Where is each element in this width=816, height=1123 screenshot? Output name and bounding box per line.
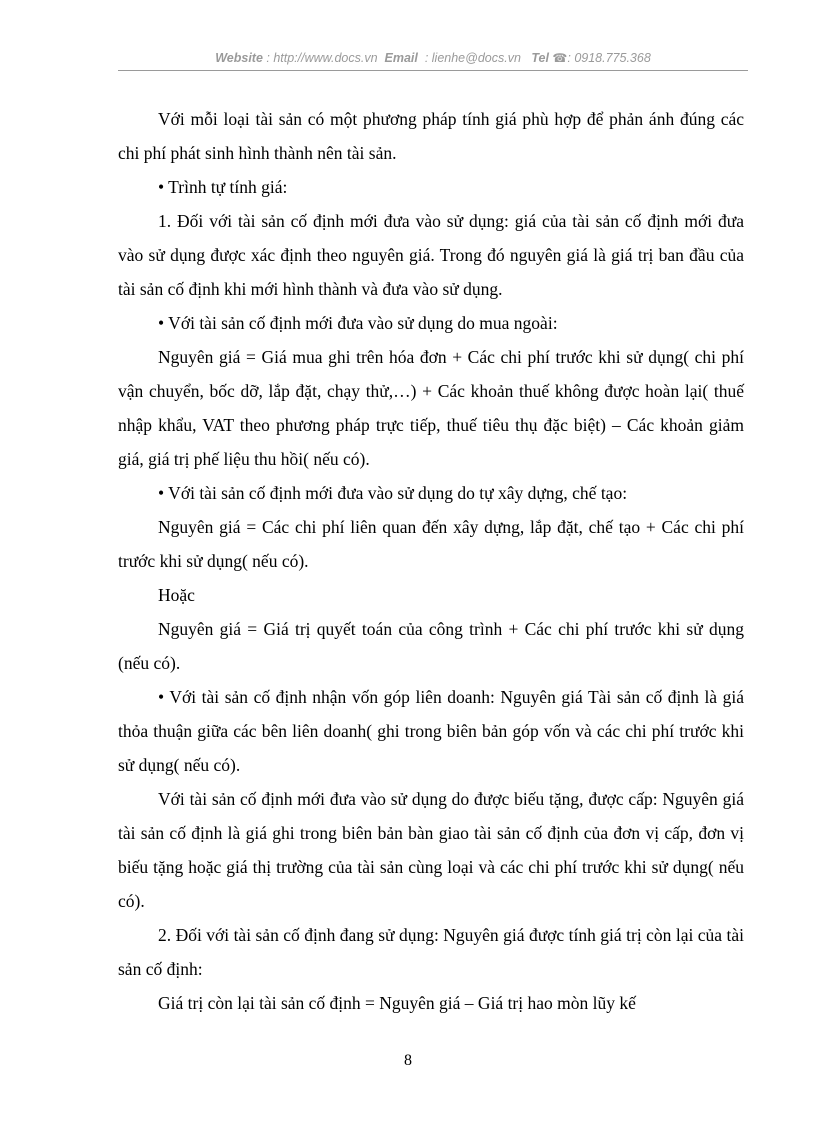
paragraph: • Trình tự tính giá: bbox=[158, 177, 288, 197]
paragraph: 1. Đối với tài sản cố định mới đưa vào sử dụng: giá của tài sản cố định mới đưa vào sử dụng được xác định theo nguyên giá. Trong đó nguyên giá là giá trị ban đầu của tài sản cố định khi mới hình thành và đưa vào sử dụng. bbox=[118, 211, 744, 299]
paragraph: Giá trị còn lại tài sản cố định = Nguyên giá – Giá trị hao mòn lũy kế bbox=[158, 993, 636, 1013]
tel-value: : 0918.775.368 bbox=[567, 51, 651, 65]
paragraph: Nguyên giá = Giá trị quyết toán của công trình + Các chi phí trước khi sử dụng (nếu có). bbox=[118, 619, 744, 673]
paragraph: Với tài sản cố định mới đưa vào sử dụng do được biếu tặng, được cấp: Nguyên giá tài sản cố định là giá ghi trong biên bản bàn giao tài sản cố định của đơn vị cấp, đơn vị biếu tặng hoặc giá thị trường của tài sản cùng loại và các chi phí trước khi sử dụng( nếu có). bbox=[118, 789, 744, 911]
email-value: : lienhe@docs.vn bbox=[424, 51, 521, 65]
paragraph: • Với tài sản cố định nhận vốn góp liên doanh: Nguyên giá Tài sản cố định là giá thỏa thuận giữa các bên liên doanh( ghi trong biên bản góp vốn và các chi phí trước khi sử dụng( nếu có). bbox=[118, 687, 744, 775]
website-value: : http://www.docs.vn bbox=[266, 51, 378, 65]
page-header bbox=[118, 51, 748, 65]
paragraph: Nguyên giá = Các chi phí liên quan đến xây dựng, lắp đặt, chế tạo + Các chi phí trước khi sử dụng( nếu có). bbox=[118, 517, 744, 571]
paragraph: Nguyên giá = Giá mua ghi trên hóa đơn + Các chi phí trước khi sử dụng( chi phí vận chuyển, bốc dỡ, lắp đặt, chạy thử,…) + Các khoản thuế không được hoàn lại( thuế nhập khẩu, VAT theo phương pháp trực tiếp, thuế tiêu thụ đặc biệt) – Các khoản giảm giá, giá trị phế liệu thu hồi( nếu có). bbox=[118, 347, 744, 469]
paragraph: Hoặc bbox=[158, 585, 195, 605]
website-label: Website bbox=[215, 51, 263, 65]
paragraph: 2. Đối với tài sản cố định đang sử dụng: Nguyên giá được tính giá trị còn lại của tài sản cố định: bbox=[118, 925, 744, 979]
paragraph: • Với tài sản cố định mới đưa vào sử dụng do tự xây dựng, chế tạo: bbox=[158, 483, 628, 503]
paragraph: • Với tài sản cố định mới đưa vào sử dụng do mua ngoài: bbox=[158, 313, 558, 333]
email-label: Email bbox=[384, 51, 418, 65]
tel-label: Tel bbox=[531, 51, 549, 65]
paragraph: Với mỗi loại tài sản có một phương pháp tính giá phù hợp để phản ánh đúng các chi phí phát sinh hình thành nên tài sản. bbox=[118, 109, 744, 163]
page-number: 8 bbox=[404, 1052, 412, 1069]
phone-icon: ☎ bbox=[552, 51, 568, 65]
document-body bbox=[118, 102, 744, 1020]
header-divider bbox=[118, 70, 748, 71]
